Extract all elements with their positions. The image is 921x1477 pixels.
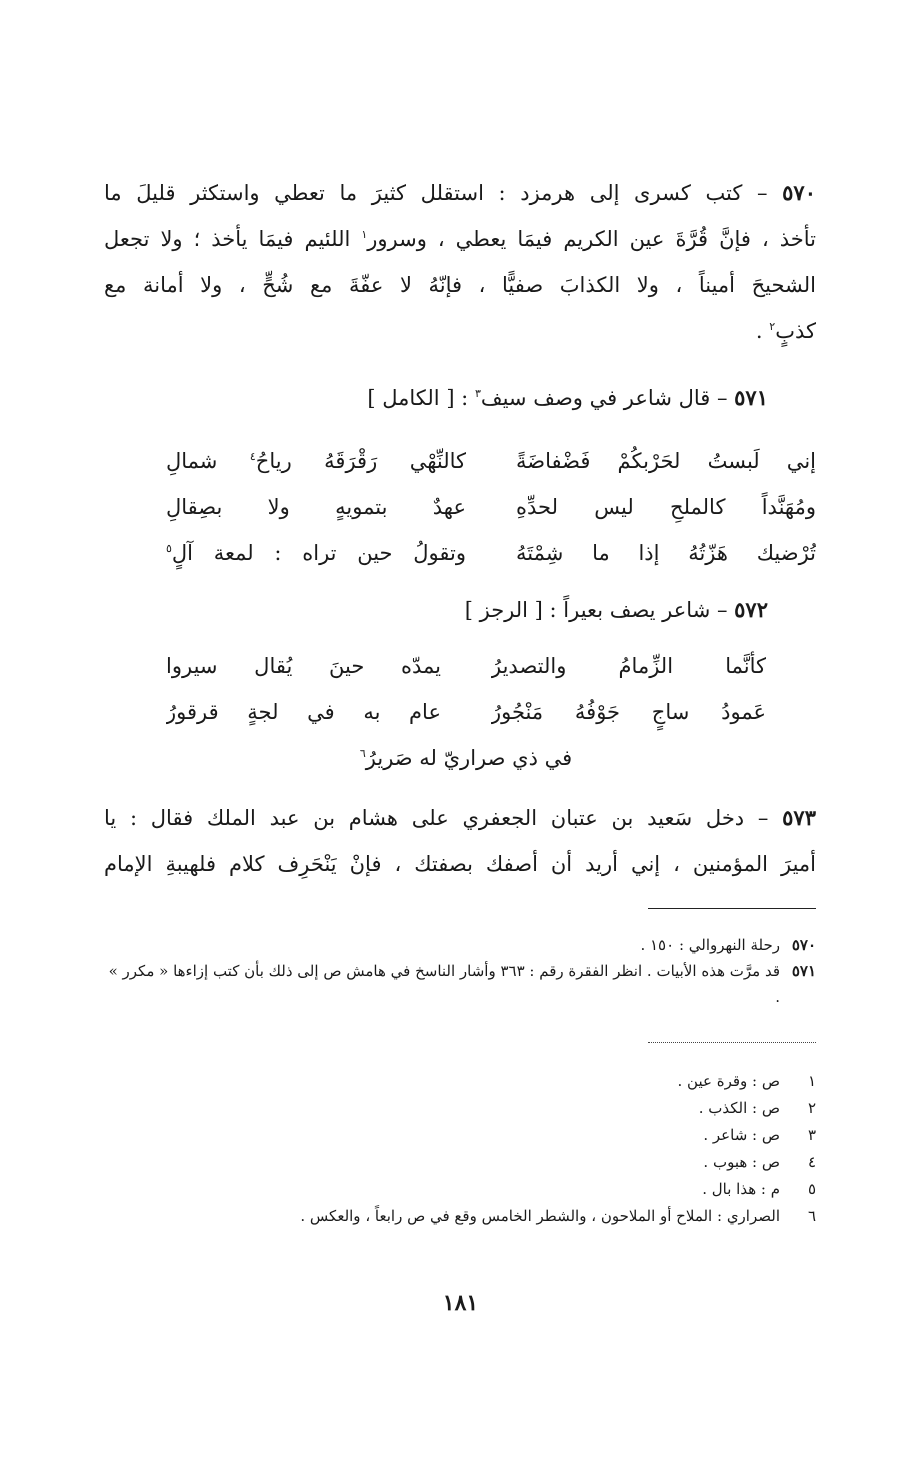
variant-text: ص : الكذب .	[698, 1099, 780, 1117]
variant-number: ٣	[807, 1126, 816, 1144]
variant-note	[104, 1203, 816, 1230]
variant-note	[104, 1068, 816, 1095]
hemistich: وتقولُ حين تراه : لمعة آلٍ$^٥$	[166, 541, 466, 565]
note-number: ٥٧٠	[791, 936, 816, 954]
variant-notes	[104, 1068, 816, 1230]
page-number: ١٨١	[442, 1290, 479, 1316]
variant-number: ٥	[807, 1180, 816, 1198]
paragraph-570	[104, 170, 816, 354]
variant-number: ٦	[807, 1207, 816, 1225]
hemistich: كالنِّهْي رَقْرَقَهُ رياحُ$^٤$ شمالِ	[166, 449, 466, 473]
paragraph-number: ٥٧٢	[734, 597, 768, 622]
hemistich: عام به في لجةٍ قرقورُ	[166, 700, 441, 724]
verse	[166, 689, 766, 735]
footnote-ref: ٦	[359, 747, 366, 760]
note-text: قد مرَّت هذه الأبيات . انظر الفقرة رقم : ٣٦٣ وأشار الناسخ في هامش ص إلى ذلك بأن كتب إزاءها « مكرر » .	[108, 962, 780, 1006]
text-line: تأخذ ، فإنَّ قُرَّةَ عين الكريم فيمَا يعطي ، وسرور$^١$ اللئيم فيمَا يأخذ ؛ ولا تجعل	[104, 227, 816, 251]
variant-text: ص : شاعر .	[703, 1126, 780, 1144]
hemistich: إني لَبستُ لحَرْبكُمْ فَضْفاضَةً	[516, 449, 816, 473]
heading-572: ٥٧٢ – شاعر يصف بعيراً : [ الرجز ]	[464, 597, 768, 622]
variant-note	[104, 1122, 816, 1149]
footnote-ref: ٤	[249, 450, 256, 463]
variant-note	[104, 1149, 816, 1176]
paragraph-number: ٥٧١	[734, 385, 768, 410]
hemistich: يمدّه حينَ يُقال سيروا	[166, 654, 441, 678]
verses-572	[166, 643, 766, 781]
text-line: ٥٧٣ – دخل سَعيد بن عتبان الجعفري على هشام بن عبد الملك فقال : يا	[104, 805, 816, 830]
variant-number: ٢	[807, 1099, 816, 1117]
variant-number: ٤	[807, 1153, 816, 1171]
source-notes	[104, 932, 816, 1010]
text-line: الشحيحَ أميناً ، ولا الكذابَ صفيًّا ، فإنّهُ لا عفّةَ مع شُحٍّ ، ولا أمانة مع	[104, 273, 816, 297]
text-line: أميرَ المؤمنين ، إني أريد أن أصفك بصفتك ، فإنْ يَنْحَرِف كلام فلهيبةِ الإمام	[104, 852, 816, 876]
variants-separator	[648, 1042, 816, 1043]
variant-note	[104, 1095, 816, 1122]
verse	[166, 438, 816, 484]
verse	[166, 530, 816, 576]
footnote-ref: ٣	[474, 387, 481, 400]
verse	[166, 484, 816, 530]
paragraph-number: ٥٧٠	[782, 180, 816, 205]
note-text: رحلة النهروالي : ١٥٠ .	[640, 936, 780, 954]
hemistich: عهدٌ بتمويهٍ ولا بصِقالِ	[166, 495, 466, 519]
text-line: ٥٧٠ – كتب كسرى إلى هرمزد : استقلل كثيرَ ما تعطي واستكثر قليلَ ما	[104, 180, 816, 205]
hemistich: ومُهَنَّداً كالملحِ ليس لحدِّهِ	[516, 495, 816, 519]
hemistich: عَمودُ ساجٍ جَوْفُهُ مَنْجُورُ	[491, 700, 766, 724]
paragraph-number: ٥٧٣	[782, 805, 816, 830]
footnote-ref: ٥	[166, 542, 172, 555]
text-line: كذبٍ$^٢$ .	[755, 319, 816, 343]
variant-text: ص : وقرة عين .	[677, 1072, 780, 1090]
note-number: ٥٧١	[791, 962, 816, 980]
footnote-rule	[648, 908, 816, 909]
note	[104, 932, 816, 958]
hemistich: كأنَّما الزِّمامُ والتصديرُ	[491, 654, 766, 678]
footnote-ref: ١	[361, 228, 368, 241]
verses-571	[166, 438, 816, 576]
heading-571: ٥٧١ – قال شاعر في وصف سيف$^٣$ : [ الكامل ]	[367, 385, 768, 410]
variant-note	[104, 1176, 816, 1203]
note	[104, 958, 816, 1010]
variant-number: ١	[807, 1072, 816, 1090]
verse-center: في ذي صراريّ له صَريرُ$^٦$	[359, 746, 573, 770]
verse	[166, 643, 766, 689]
variant-text: الصراري : الملاح أو الملاحون ، والشطر الخامس وقع في ص رابعاً ، والعكس .	[300, 1207, 780, 1225]
variant-text: ص : هبوب .	[703, 1153, 780, 1171]
paragraph-573	[104, 795, 816, 887]
hemistich: تُرْضيك هَزّتُهُ إذا ما شِمْتَهُ	[516, 541, 816, 565]
variant-text: م : هذا بال .	[702, 1180, 780, 1198]
footnote-ref: ٢	[769, 320, 776, 333]
